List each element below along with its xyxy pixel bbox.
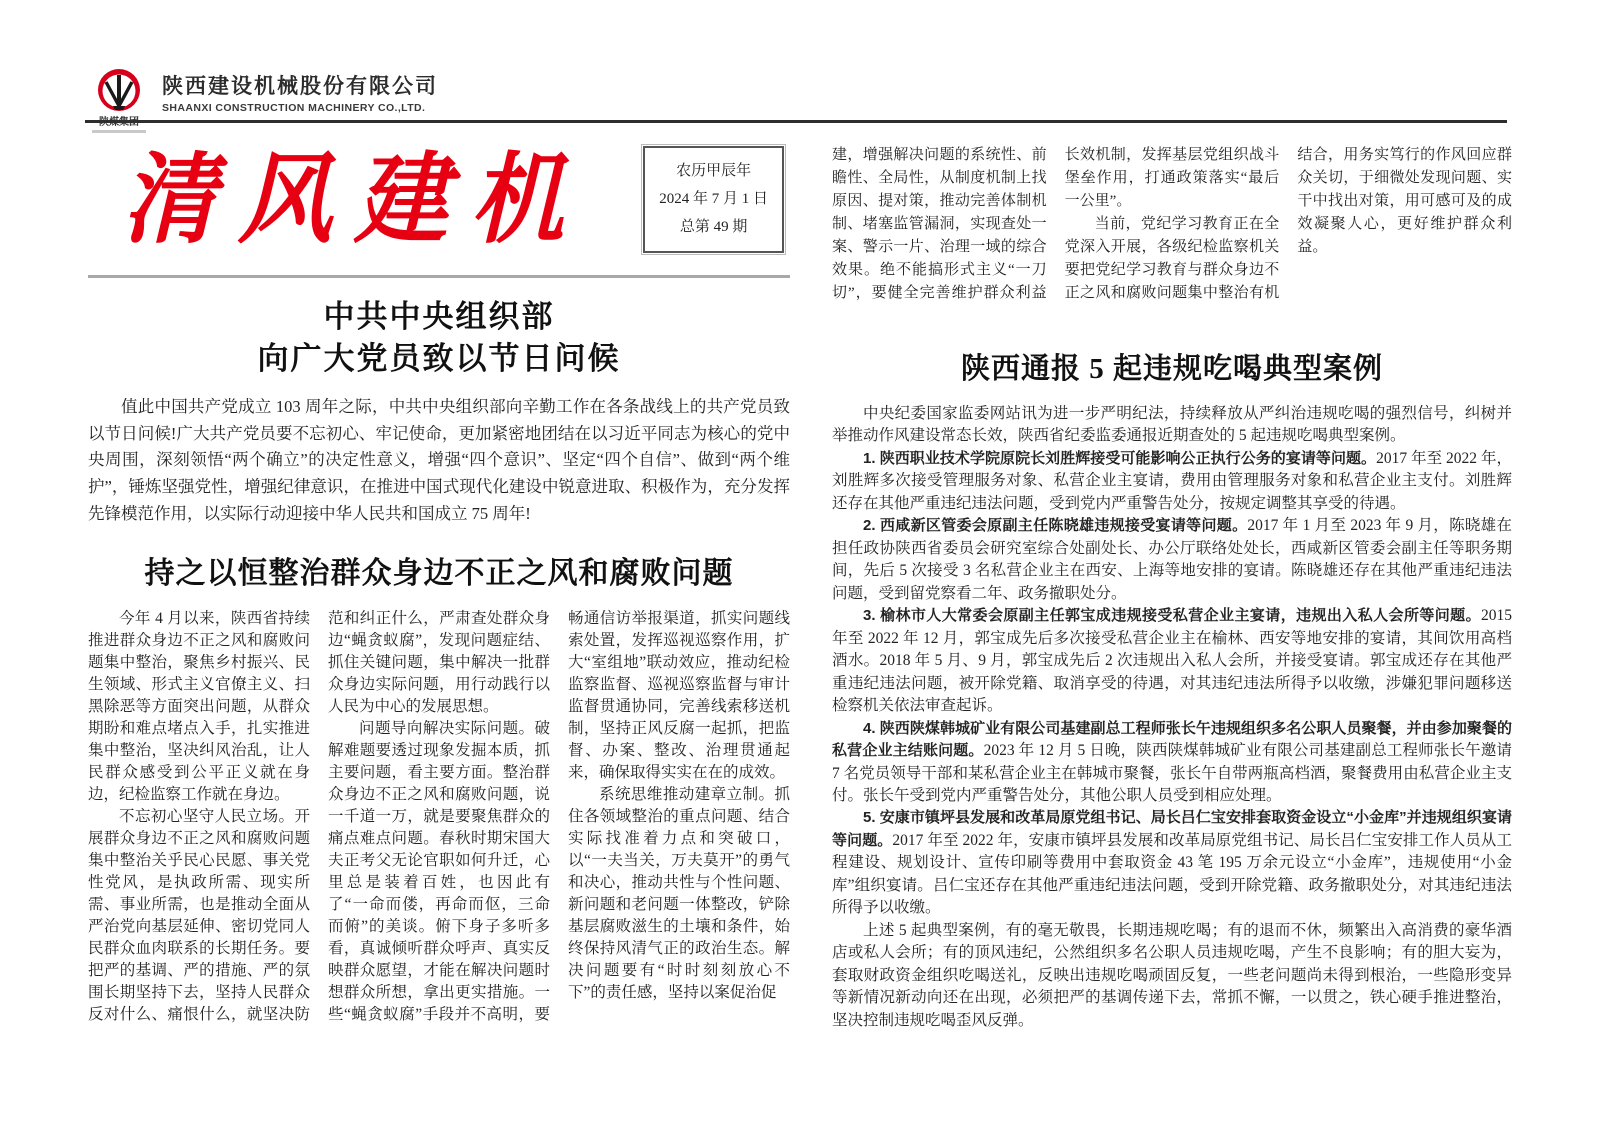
paragraph: 上述 5 起典型案例，有的毫无敬畏，长期违规吃喝；有的退而不休，频繁出入高消费的豪华酒店或私人会所；有的顶风违纪，公然组织多名公职人员违规吃喝，产生不良影响；有的胆大妄为，套取财政资金组织吃喝送礼，反映出违规吃喝顽固反复，一些老问题尚未得到根治，一些隐形变异等新情况新动向还在出现，必须把严的基调传递下去，常抓不懈，一以贯之，铁心硬手推进整治，坚决控制违规吃喝歪风反弹。 [832, 921, 1512, 1029]
paragraph: 当前，党纪学习教育正在全党深入开展，各级纪检监察机关要把党纪学习教育与群众身边不正之风和腐败问题集中整治有机结合，用务实笃行的作风回应群众关切，于细微处发现问题、实干中找出对策，用可感可及的成效凝聚人心，更好维护群众利益。 [1064, 147, 1512, 301]
issue-date-box [643, 146, 784, 253]
header-rule [85, 120, 1507, 123]
company-name-en: SHAANXI CONSTRUCTION MACHINERY CO.,LTD. [162, 102, 426, 114]
logo-caption: 陕煤集团 [99, 117, 139, 128]
masthead-rule [88, 275, 790, 278]
paragraph: 值此中国共产党成立 103 周年之际，中共中央组织部向辛勤工作在各条战线上的共产党员致以节日问候!广大共产党员要不忘初心、牢记使命，更加紧密地团结在以习近平同志为核心的党中央周围，深刻领悟“两个确立”的决定性意义，增强“四个意识”、坚定“四个自信”、做到“两个维护”，锤炼坚强党性，增强纪律意识，在推进中国式现代化建设中锐意进取、积极作为，充分发挥先锋模范作用，以实际行动迎接中华人民共和国成立 75 周年! [88, 396, 790, 523]
masthead-title: 清风建机 [122, 141, 587, 258]
paragraph: 系统思维推动建章立制。抓住各领域整治的重点问题、结合实际找准着力点和突破口，以“一夫当关，万夫莫开”的勇气和决心，推动共性与个性问题、新问题和老问题一体整改，铲除基层腐败滋生的土壤和条件，始终保持风清气正的政治生态。解决问题要有“时时刻刻放心不下”的责任感，坚持以案促治促 [568, 785, 790, 1001]
case-item-lead: 1. 陕西职业技术学院原院长刘胜辉接受可能影响公正执行公务的宴请等问题。 [863, 449, 1377, 467]
article1-title-line1: 中共中央组织部 [323, 299, 555, 335]
case-item-lead: 5. 安康市镇坪县发展和改革局原党组书记、局长吕仁宝安排套取资金设立“小金库”并违规组织宴请等问题。 [832, 809, 1512, 849]
left-page [88, 138, 790, 1040]
right-page [832, 138, 1512, 1040]
article2-title: 持之以恒整治群众身边不正之风和腐败问题 [144, 556, 734, 590]
paragraph: 中央纪委国家监委网站讯为进一步严明纪法，持续释放从严纠治违规吃喝的强烈信号，纠树并举推动作风建设常态长效，陕西省纪委监委通报近期查处的 5 起违规吃喝典型案例。 [832, 405, 1512, 445]
paragraph: 问题导向解决实际问题。破解难题要透过现象发掘本质，抓主要问题，看主要方面。整治群众身边不正之风和腐败问题，说一千道一万，就是要聚焦群众的痛点难点问题。春秋时期宋国大夫正考父无论官职如何升迁，心里总是装着百姓，也因此有了“一命而偻，再命而伛，三命而俯”的美谈。俯下身子多听多看，真诚倾听群众呼声、真实反映群众愿望，才能在解决问题时想群众所想，拿出更实措施。一些“蝇贪蚁腐”手段并不高明，要畅通信访举报渠道，抓实问题线索处置，发挥巡视巡察作用，扩大“室组地”联动效应，推动纪检监察监督、巡视巡察监督与审计监督贯通协同，完善线索移送机制，坚持正风反腐一起抓，把监督、办案、整改、治理贯通起来，确保取得实实在在的成效。 [328, 609, 790, 1023]
paragraph: 今年 4 月以来，陕西省持续推进群众身边不正之风和腐败问题集中整治，聚焦乡村振兴、民生领域、形式主义官僚主义、扫黑除恶等方面突出问题，从群众期盼和难点堵点入手，扎实推进集中整治，坚决纠风治乱，让人民群众感受到公平正义就在身边，纪检监察工作就在身边。 [88, 609, 310, 803]
article1-body [88, 394, 790, 528]
issue-number-line: 总第 49 期 [679, 218, 748, 235]
case-item [832, 448, 1512, 515]
case-item-rest: 2017 年 1 月至 2023 年 9 月，陈晓雄在担任政协陕西省委员会研究室综合处副处长、办公厅联络处处长，西咸新区管委会副主任等职务期间，先后 5 次接受 3 名私营企业主在西安、上海等地安排的宴请。陈晓雄还存在其他严重违纪违法问题，受到留党察看二年、政务撤职处分。 [832, 517, 1512, 602]
case-item-lead: 4. 陕西陕煤韩城矿业有限公司基建副总工程师张长午违规组织多名公职人员聚餐，并由参加聚餐的私营企业主结账问题。 [832, 719, 1512, 760]
paragraph: 建，增强解决问题的系统性、前瞻性、全局性，从制度机制上找原因、提对策，推动完善体制机制、堵塞监管漏洞，实现查处一案、警示一片、治理一域的综合效果。绝不能搞形式主义“一刀切”，要健全完善维护群众利益长效机制，发挥基层党组织战斗堡垒作用，打通政策落实“最后一公里”。 [832, 147, 1280, 301]
logo-underline [92, 130, 146, 133]
paragraph: 不忘初心坚守人民立场。开展群众身边不正之风和腐败问题集中整治关乎民心民愿、事关党性党风，是执政所需、现实所需、事业所需，也是推动全面从严治党向基层延伸、密切党同人民群众血肉联系的长期任务。要把严的基调、严的措施、严的氛围长期坚持下去，坚持人民群众反对什么、痛恨什么，就坚决防范和纠正什么，严肃查处群众身边“蝇贪蚁腐”，发现问题症结、抓住关键问题，集中解决一批群众身边实际问题，用行动践行以人民为中心的发展思想。 [88, 609, 550, 1023]
case-item [832, 605, 1512, 717]
case-item [832, 515, 1512, 605]
article1-title-line2: 向广大党员致以节日问候 [257, 341, 621, 377]
article2-columns [88, 608, 790, 1040]
article3-title: 陕西通报 5 起违规吃喝典型案例 [960, 353, 1383, 385]
issue-year-line: 农历甲辰年 [676, 163, 752, 179]
case-item-rest: 2015 年至 2022 年 12 月，郭宝成先后多次接受私营企业主在榆林、西安等地安排的宴请，其间饮用高档酒水。2018 年 5 月、9 月，郭宝成先后 2 次违规出入私人会所，并接受宴请。郭宝成还存在其他严重违纪违法问题，被开除党籍、取消享受的待遇，对其违纪违法所得予以收缴，涉嫌犯罪问题移送检察机关依法审查起诉。 [832, 607, 1512, 715]
company-name-cn: 陕西建设机械股份有限公司 [162, 75, 438, 98]
case-item [832, 718, 1512, 808]
company-logo [88, 68, 150, 133]
issue-date-line: 2024 年 7 月 1 日 [659, 190, 768, 207]
article3-body [832, 403, 1512, 1032]
case-item-rest: 2023 年 12 月 5 日晚，陕西陕煤韩城矿业有限公司基建副总工程师张长午邀请 7 名党员领导干部和某私营企业主在韩城市聚餐，张长午自带两瓶高档酒，聚餐费用由私营企业主支付。张长午受到党内严重警告处分，其他公职人员受到相应处理。 [832, 742, 1512, 804]
case-item-rest: 2017 年至 2022 年，安康市镇坪县发展和改革局原党组书记、局长吕仁宝安排工作人员从工程建设、规划设计、宣传印刷等费用中套取资金 43 笔 195 万余元设立“小金库”，违规使用“小金库”组织宴请。吕仁宝还存在其他严重违纪违法问题，受到开除党籍、政务撤职处分，对其违纪违法所得予以收缴。 [832, 831, 1512, 917]
case-item-lead: 2. 西咸新区管委会原副主任陈晓雄违规接受宴请等问题。 [863, 517, 1248, 535]
article1-title [88, 296, 790, 380]
case-item [832, 807, 1512, 919]
masthead [88, 141, 790, 258]
continuation-columns [832, 144, 1512, 316]
case-item-lead: 3. 榆林市人大常委会原副主任郭宝成违规接受私营企业主宴请，违规出入私人会所等问题。 [863, 607, 1481, 625]
case-item-rest: 2017 年至 2022 年，刘胜辉多次接受管理服务对象、私营企业主宴请，费用由管理服务对象和私营企业主支付。刘胜辉还存在其他严重违纪违法问题，受到党内严重警告处分，按规定调整其享受的待遇。 [832, 449, 1512, 512]
company-header [88, 68, 438, 133]
company-logo-icon [97, 68, 141, 112]
